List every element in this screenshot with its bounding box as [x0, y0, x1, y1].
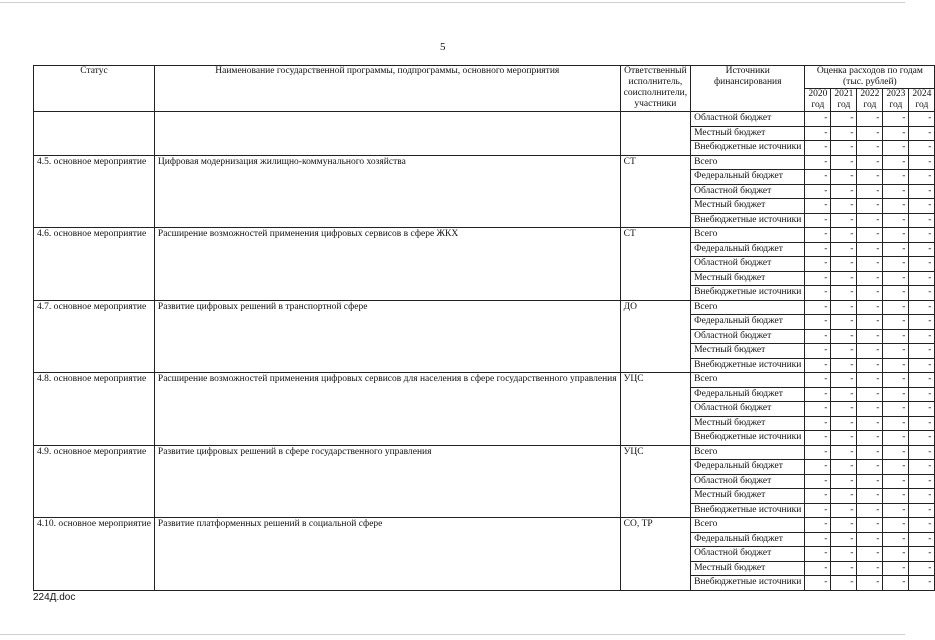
- program-cell: Цифровая модернизация жилищно-коммунального хозяйства: [154, 155, 620, 228]
- executor-cell: СТ: [620, 155, 690, 228]
- value-cell: -: [857, 344, 883, 359]
- value-cell: -: [883, 170, 909, 185]
- source-cell: Внебюджетные источники: [691, 503, 805, 518]
- value-cell: -: [909, 518, 935, 533]
- value-cell: -: [909, 184, 935, 199]
- table-row: [34, 518, 935, 533]
- source-cell: Всего: [691, 155, 805, 170]
- value-cell: -: [909, 373, 935, 388]
- header-sources: Источники финансирования: [691, 66, 805, 112]
- value-cell: -: [883, 387, 909, 402]
- value-cell: -: [831, 242, 857, 257]
- value-cell: -: [831, 358, 857, 373]
- program-cell: [154, 112, 620, 156]
- value-cell: -: [831, 199, 857, 214]
- value-cell: -: [909, 547, 935, 562]
- value-cell: -: [857, 315, 883, 330]
- value-cell: -: [831, 489, 857, 504]
- program-cell: Расширение возможностей применения цифровых сервисов в сфере ЖКХ: [154, 228, 620, 301]
- table-row: [34, 228, 935, 243]
- executor-cell: [620, 112, 690, 156]
- value-cell: -: [857, 329, 883, 344]
- value-cell: -: [909, 474, 935, 489]
- status-cell: 4.10. основное мероприятие: [34, 518, 155, 591]
- value-cell: -: [857, 474, 883, 489]
- value-cell: -: [805, 184, 831, 199]
- table-row: [34, 373, 935, 388]
- value-cell: -: [831, 474, 857, 489]
- value-cell: -: [883, 576, 909, 591]
- value-cell: -: [883, 300, 909, 315]
- value-cell: -: [805, 387, 831, 402]
- value-cell: -: [883, 315, 909, 330]
- source-cell: Областной бюджет: [691, 329, 805, 344]
- value-cell: -: [909, 286, 935, 301]
- value-cell: -: [857, 300, 883, 315]
- value-cell: -: [857, 141, 883, 156]
- value-cell: -: [805, 228, 831, 243]
- value-cell: -: [831, 503, 857, 518]
- value-cell: -: [909, 141, 935, 156]
- source-cell: Местный бюджет: [691, 416, 805, 431]
- source-cell: Местный бюджет: [691, 199, 805, 214]
- value-cell: -: [805, 329, 831, 344]
- value-cell: -: [883, 489, 909, 504]
- value-cell: -: [831, 518, 857, 533]
- value-cell: -: [831, 228, 857, 243]
- source-cell: Федеральный бюджет: [691, 242, 805, 257]
- source-cell: Областной бюджет: [691, 402, 805, 417]
- header-estimate: Оценка расходов по годам (тыс. рублей): [805, 66, 935, 89]
- value-cell: -: [857, 547, 883, 562]
- value-cell: -: [857, 532, 883, 547]
- value-cell: -: [805, 445, 831, 460]
- value-cell: -: [909, 532, 935, 547]
- value-cell: -: [831, 184, 857, 199]
- header-year: 2021 год: [831, 89, 857, 112]
- program-cell: Расширение возможностей применения цифровых сервисов для населения в сфере государственного управления: [154, 373, 620, 446]
- budget-table: [33, 65, 935, 591]
- value-cell: -: [805, 474, 831, 489]
- value-cell: -: [805, 489, 831, 504]
- value-cell: -: [831, 257, 857, 272]
- value-cell: -: [857, 431, 883, 446]
- value-cell: -: [805, 344, 831, 359]
- status-cell: 4.7. основное мероприятие: [34, 300, 155, 373]
- table-row: [34, 300, 935, 315]
- value-cell: -: [883, 431, 909, 446]
- value-cell: -: [909, 213, 935, 228]
- value-cell: -: [805, 170, 831, 185]
- source-cell: Областной бюджет: [691, 112, 805, 127]
- value-cell: -: [909, 576, 935, 591]
- header-year: 2024 год: [909, 89, 935, 112]
- value-cell: -: [831, 112, 857, 127]
- value-cell: -: [805, 155, 831, 170]
- source-cell: Всего: [691, 373, 805, 388]
- value-cell: -: [831, 329, 857, 344]
- value-cell: -: [805, 431, 831, 446]
- value-cell: -: [883, 155, 909, 170]
- status-cell: [34, 112, 155, 156]
- value-cell: -: [883, 402, 909, 417]
- header-status: Статус: [34, 66, 155, 112]
- source-cell: Федеральный бюджет: [691, 387, 805, 402]
- source-cell: Внебюджетные источники: [691, 141, 805, 156]
- header-year: 2023 год: [883, 89, 909, 112]
- page-number: 5: [440, 41, 446, 53]
- value-cell: -: [909, 460, 935, 475]
- executor-cell: ДО: [620, 300, 690, 373]
- table-row: [34, 155, 935, 170]
- value-cell: -: [909, 126, 935, 141]
- value-cell: -: [805, 561, 831, 576]
- value-cell: -: [805, 532, 831, 547]
- value-cell: -: [831, 271, 857, 286]
- value-cell: -: [883, 518, 909, 533]
- value-cell: -: [883, 561, 909, 576]
- value-cell: -: [883, 257, 909, 272]
- program-cell: Развитие платформенных решений в социальной сфере: [154, 518, 620, 591]
- table-body: [34, 112, 935, 591]
- executor-cell: УЦС: [620, 445, 690, 518]
- value-cell: -: [805, 576, 831, 591]
- value-cell: -: [883, 460, 909, 475]
- value-cell: -: [831, 532, 857, 547]
- value-cell: -: [909, 155, 935, 170]
- status-cell: 4.6. основное мероприятие: [34, 228, 155, 301]
- source-cell: Всего: [691, 300, 805, 315]
- value-cell: -: [831, 315, 857, 330]
- value-cell: -: [805, 460, 831, 475]
- source-cell: Внебюджетные источники: [691, 286, 805, 301]
- value-cell: -: [909, 257, 935, 272]
- value-cell: -: [805, 358, 831, 373]
- source-cell: Внебюджетные источники: [691, 358, 805, 373]
- value-cell: -: [883, 141, 909, 156]
- value-cell: -: [909, 300, 935, 315]
- value-cell: -: [857, 489, 883, 504]
- source-cell: Федеральный бюджет: [691, 532, 805, 547]
- value-cell: -: [909, 344, 935, 359]
- value-cell: -: [857, 518, 883, 533]
- value-cell: -: [831, 445, 857, 460]
- source-cell: Местный бюджет: [691, 126, 805, 141]
- value-cell: -: [909, 387, 935, 402]
- value-cell: -: [831, 344, 857, 359]
- status-cell: 4.9. основное мероприятие: [34, 445, 155, 518]
- source-cell: Всего: [691, 445, 805, 460]
- value-cell: -: [805, 242, 831, 257]
- value-cell: -: [857, 387, 883, 402]
- value-cell: -: [857, 257, 883, 272]
- value-cell: -: [831, 460, 857, 475]
- value-cell: -: [805, 112, 831, 127]
- value-cell: -: [857, 286, 883, 301]
- source-cell: Местный бюджет: [691, 561, 805, 576]
- value-cell: -: [883, 358, 909, 373]
- value-cell: -: [909, 170, 935, 185]
- value-cell: -: [831, 387, 857, 402]
- value-cell: -: [805, 126, 831, 141]
- source-cell: Внебюджетные источники: [691, 576, 805, 591]
- source-cell: Областной бюджет: [691, 184, 805, 199]
- value-cell: -: [831, 155, 857, 170]
- value-cell: -: [831, 576, 857, 591]
- value-cell: -: [831, 170, 857, 185]
- source-cell: Всего: [691, 228, 805, 243]
- program-cell: Развитие цифровых решений в транспортной сфере: [154, 300, 620, 373]
- value-cell: -: [883, 416, 909, 431]
- value-cell: -: [909, 228, 935, 243]
- value-cell: -: [805, 257, 831, 272]
- value-cell: -: [857, 460, 883, 475]
- value-cell: -: [831, 373, 857, 388]
- table-row: [34, 112, 935, 127]
- value-cell: -: [805, 547, 831, 562]
- value-cell: -: [883, 271, 909, 286]
- value-cell: -: [909, 242, 935, 257]
- value-cell: -: [857, 170, 883, 185]
- value-cell: -: [909, 445, 935, 460]
- value-cell: -: [909, 503, 935, 518]
- value-cell: -: [831, 561, 857, 576]
- header-year: 2022 год: [857, 89, 883, 112]
- value-cell: -: [857, 503, 883, 518]
- header-year: 2020 год: [805, 89, 831, 112]
- source-cell: Местный бюджет: [691, 489, 805, 504]
- value-cell: -: [883, 373, 909, 388]
- source-cell: Федеральный бюджет: [691, 170, 805, 185]
- value-cell: -: [883, 228, 909, 243]
- value-cell: -: [805, 518, 831, 533]
- value-cell: -: [857, 445, 883, 460]
- value-cell: -: [831, 126, 857, 141]
- value-cell: -: [883, 286, 909, 301]
- table-row: [34, 445, 935, 460]
- value-cell: -: [857, 576, 883, 591]
- value-cell: -: [831, 402, 857, 417]
- value-cell: -: [831, 431, 857, 446]
- value-cell: -: [857, 213, 883, 228]
- executor-cell: СО, ТР: [620, 518, 690, 591]
- source-cell: Областной бюджет: [691, 547, 805, 562]
- value-cell: -: [831, 141, 857, 156]
- executor-cell: УЦС: [620, 373, 690, 446]
- value-cell: -: [883, 547, 909, 562]
- value-cell: -: [857, 358, 883, 373]
- value-cell: -: [831, 286, 857, 301]
- value-cell: -: [883, 184, 909, 199]
- value-cell: -: [805, 373, 831, 388]
- value-cell: -: [805, 199, 831, 214]
- value-cell: -: [883, 503, 909, 518]
- value-cell: -: [909, 402, 935, 417]
- value-cell: -: [883, 199, 909, 214]
- value-cell: -: [805, 402, 831, 417]
- value-cell: -: [883, 532, 909, 547]
- value-cell: -: [909, 315, 935, 330]
- value-cell: -: [805, 315, 831, 330]
- value-cell: -: [909, 358, 935, 373]
- value-cell: -: [805, 213, 831, 228]
- scan-artifact-top: [0, 2, 905, 3]
- source-cell: Внебюджетные источники: [691, 213, 805, 228]
- value-cell: -: [883, 213, 909, 228]
- value-cell: -: [909, 489, 935, 504]
- status-cell: 4.5. основное мероприятие: [34, 155, 155, 228]
- value-cell: -: [805, 286, 831, 301]
- header-executor: Ответственный исполнитель, соисполнители, участники: [620, 66, 690, 112]
- scan-artifact-bottom: [0, 634, 905, 635]
- source-cell: Местный бюджет: [691, 271, 805, 286]
- source-cell: Местный бюджет: [691, 344, 805, 359]
- value-cell: -: [805, 503, 831, 518]
- value-cell: -: [857, 112, 883, 127]
- value-cell: -: [883, 112, 909, 127]
- value-cell: -: [909, 416, 935, 431]
- source-cell: Всего: [691, 518, 805, 533]
- program-cell: Развитие цифровых решений в сфере государственного управления: [154, 445, 620, 518]
- value-cell: -: [909, 112, 935, 127]
- value-cell: -: [909, 271, 935, 286]
- value-cell: -: [857, 126, 883, 141]
- source-cell: Областной бюджет: [691, 257, 805, 272]
- value-cell: -: [857, 561, 883, 576]
- source-cell: Областной бюджет: [691, 474, 805, 489]
- value-cell: -: [883, 242, 909, 257]
- value-cell: -: [831, 547, 857, 562]
- value-cell: -: [805, 300, 831, 315]
- source-cell: Внебюджетные источники: [691, 431, 805, 446]
- value-cell: -: [883, 126, 909, 141]
- value-cell: -: [909, 329, 935, 344]
- value-cell: -: [857, 228, 883, 243]
- status-cell: 4.8. основное мероприятие: [34, 373, 155, 446]
- source-cell: Федеральный бюджет: [691, 460, 805, 475]
- value-cell: -: [883, 344, 909, 359]
- value-cell: -: [805, 271, 831, 286]
- header-program: Наименование государственной программы, подпрограммы, основного мероприятия: [154, 66, 620, 112]
- value-cell: -: [857, 402, 883, 417]
- executor-cell: СТ: [620, 228, 690, 301]
- value-cell: -: [857, 271, 883, 286]
- value-cell: -: [857, 155, 883, 170]
- source-cell: Федеральный бюджет: [691, 315, 805, 330]
- value-cell: -: [909, 431, 935, 446]
- value-cell: -: [883, 329, 909, 344]
- value-cell: -: [883, 474, 909, 489]
- value-cell: -: [909, 561, 935, 576]
- value-cell: -: [857, 184, 883, 199]
- value-cell: -: [857, 242, 883, 257]
- value-cell: -: [805, 141, 831, 156]
- value-cell: -: [831, 416, 857, 431]
- value-cell: -: [883, 445, 909, 460]
- value-cell: -: [805, 416, 831, 431]
- document-filename: 224Д.doc: [33, 592, 76, 603]
- value-cell: -: [831, 213, 857, 228]
- value-cell: -: [857, 416, 883, 431]
- value-cell: -: [857, 199, 883, 214]
- value-cell: -: [909, 199, 935, 214]
- value-cell: -: [831, 300, 857, 315]
- value-cell: -: [857, 373, 883, 388]
